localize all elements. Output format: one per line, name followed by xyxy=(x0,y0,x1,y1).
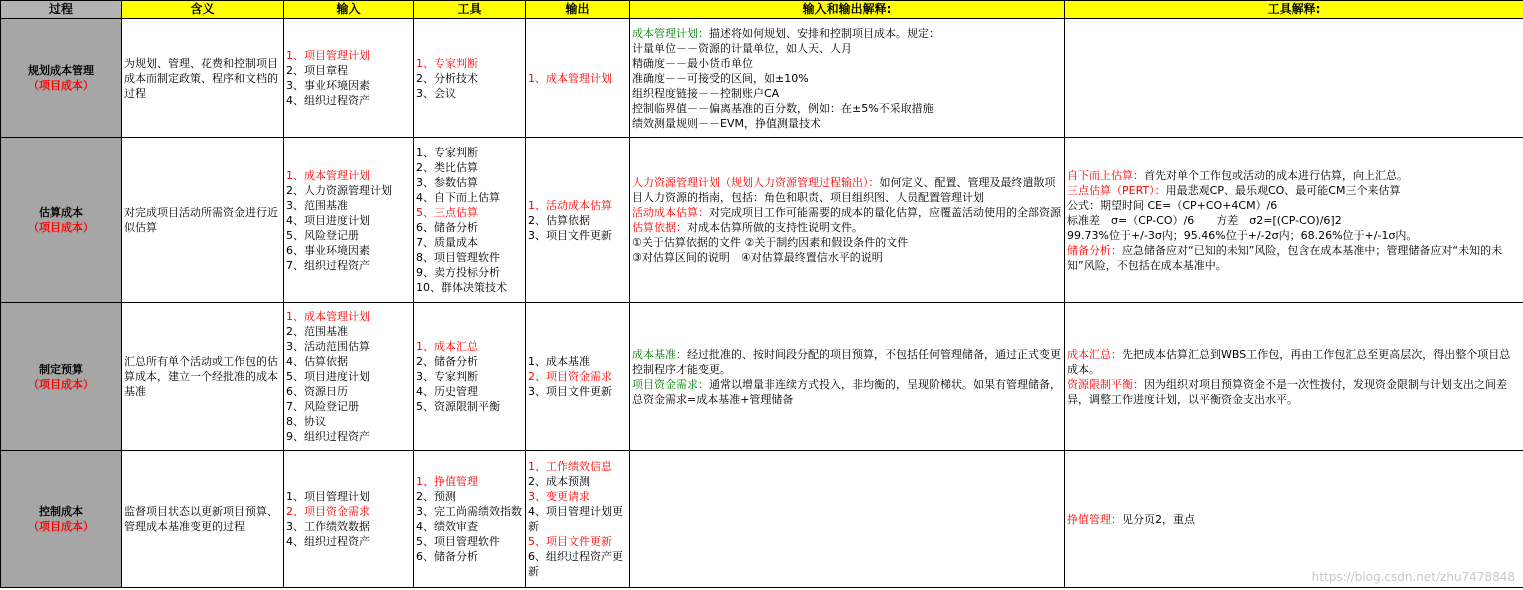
output-cell xyxy=(526,451,630,588)
tool-item: 1、专家判断 xyxy=(416,56,478,70)
io-explain-line xyxy=(632,175,1062,205)
tool-explain-line xyxy=(1067,183,1521,198)
input-item: 2、范围基准 xyxy=(286,325,348,338)
meaning-cell xyxy=(122,19,284,138)
input-item: 2、项目资金需求 xyxy=(286,505,370,518)
input-item: 2、项目章程 xyxy=(286,64,348,77)
explain-segment: 如何定义、配置、管理及最终遣散项目人力资源的指南，包括：角色和职责、项目组织图、人员配置管理计划 xyxy=(632,176,1056,204)
table-row xyxy=(1,19,1523,138)
header-output: 输出 xyxy=(526,1,630,19)
input-item: 1、项目管理计划 xyxy=(286,490,370,503)
explain-segment: 标准差 σ=（CP-CO）/6 方差 σ2=[(CP-CO)/6]2 xyxy=(1067,213,1342,227)
tool-item: 2、分析技术 xyxy=(416,71,478,85)
input-item: 6、事业环境因素 xyxy=(286,243,370,257)
io-explain-line xyxy=(632,220,1062,235)
input-item: 4、组织过程资产 xyxy=(286,535,370,548)
watermark: https://blog.csdn.net/zhu7478848 xyxy=(1311,570,1515,584)
io-explain-cell xyxy=(630,451,1065,588)
input-item: 4、组织过程资产 xyxy=(286,94,370,107)
tool-item: 6、储备分析 xyxy=(416,221,478,234)
explain-segment: 公式：期望时间 CE=（CP+CO+4CM）/6 xyxy=(1067,198,1278,212)
tool-explain-cell xyxy=(1065,138,1523,303)
input-item: 3、工作绩效数据 xyxy=(286,520,370,533)
explain-segment: 准确度－－可接受的区间，如±10% xyxy=(632,71,809,85)
io-explain-line xyxy=(632,41,1062,56)
io-explain-line xyxy=(632,86,1062,101)
io-explain-line xyxy=(632,205,1062,220)
input-item: 2、人力资源管理计划 xyxy=(286,183,392,197)
tool-explain-line xyxy=(1067,228,1521,243)
explain-segment: 计量单位－－资源的计量单位，如人天、人月 xyxy=(632,41,852,55)
explain-segment: 组织程度链接－－控制账户CA xyxy=(632,86,780,100)
tool-item: 5、资源限制平衡 xyxy=(416,400,500,413)
explain-segment: 经过批准的、按时间段分配的项目预算，不包括任何管理储备，通过正式变更控制程序才能变更。 xyxy=(632,347,1061,376)
process-cell xyxy=(1,451,122,588)
tool-explain-cell xyxy=(1065,19,1523,138)
process-cell xyxy=(1,138,122,303)
explain-segment: 描述将如何规划、安排和控制项目成本。规定： xyxy=(709,26,940,40)
tool-item: 5、项目管理软件 xyxy=(416,535,500,548)
tool-item: 1、专家判断 xyxy=(416,146,478,159)
output-item: 3、变更请求 xyxy=(528,490,590,503)
io-explain-line xyxy=(632,71,1062,86)
process-subtitle: （项目成本） xyxy=(28,221,94,234)
output-item: 3、项目文件更新 xyxy=(528,228,612,242)
output-item: 1、工作绩效信息 xyxy=(528,460,612,473)
input-cell xyxy=(284,303,414,451)
input-cell xyxy=(284,138,414,303)
header-process: 过程 xyxy=(1,1,122,19)
output-cell xyxy=(526,19,630,138)
tool-item: 4、历史管理 xyxy=(416,385,478,398)
tool-cell xyxy=(414,138,526,303)
explain-segment: 人力资源管理计划（规划人力资源管理过程输出）： xyxy=(632,176,880,189)
meaning-text: 对完成项目活动所需资金进行近似估算 xyxy=(124,206,278,234)
process-name: 规划成本管理 xyxy=(28,64,94,77)
header-row xyxy=(1,1,1523,19)
explain-segment: 成本管理计划： xyxy=(632,26,709,40)
tool-item: 9、卖方投标分析 xyxy=(416,266,500,279)
tool-item: 5、三点估算 xyxy=(416,206,478,219)
io-explain-line xyxy=(632,56,1062,71)
explain-segment: 成本基准： xyxy=(632,347,687,361)
header-meaning: 含义 xyxy=(122,1,284,19)
process-name: 估算成本 xyxy=(39,206,83,219)
process-name: 控制成本 xyxy=(39,505,83,518)
header-io-explain: 输入和输出解释: xyxy=(630,1,1065,19)
table-row xyxy=(1,138,1523,303)
process-subtitle: （项目成本） xyxy=(28,520,94,533)
tool-item: 2、预测 xyxy=(416,490,456,503)
meaning-cell xyxy=(122,303,284,451)
io-explain-line xyxy=(632,116,1062,131)
meaning-text: 为规划、管理、花费和控制项目成本而制定政策、程序和文档的过程 xyxy=(124,56,278,100)
explain-segment: 控制临界值－－偏离基准的百分数，例如：在±5%不采取措施 xyxy=(632,101,934,115)
input-item: 5、项目进度计划 xyxy=(286,370,370,383)
tool-cell xyxy=(414,451,526,588)
explain-segment: 对成本估算所做的支持性说明文件。 xyxy=(687,221,863,234)
meaning-cell xyxy=(122,138,284,303)
input-item: 1、成本管理计划 xyxy=(286,310,370,323)
io-explain-line xyxy=(632,347,1062,377)
explain-segment: 用最悲观CP、最乐观CO、最可能CM三个来估算 xyxy=(1165,183,1401,197)
input-item: 1、项目管理计划 xyxy=(286,49,370,62)
tool-cell xyxy=(414,303,526,451)
tool-item: 3、参数估算 xyxy=(416,176,478,189)
io-explain-line xyxy=(632,101,1062,116)
io-explain-cell xyxy=(630,138,1065,303)
explain-segment: 项目资金需求： xyxy=(632,377,709,391)
process-subtitle: （项目成本） xyxy=(28,377,94,391)
header-tool: 工具 xyxy=(414,1,526,19)
explain-segment: 通常以增量非连续方式投入，非均衡的，呈现阶梯状。如果有管理储备，总资金需求=成本基准+管理储备 xyxy=(632,377,1061,406)
tool-explain-line xyxy=(1067,512,1521,527)
input-item: 1、成本管理计划 xyxy=(286,168,370,182)
explain-segment: 精确度－－最小货币单位 xyxy=(632,56,753,70)
header-tool-explain: 工具解释: xyxy=(1065,1,1523,19)
explain-segment: 成本汇总： xyxy=(1067,347,1122,361)
tool-item: 3、会议 xyxy=(416,86,456,100)
explain-segment: 绩效测量规则－－EVM，挣值测量技术 xyxy=(632,116,821,130)
tool-item: 3、完工尚需绩效指数 xyxy=(416,505,522,518)
tool-explain-line xyxy=(1067,168,1521,183)
input-cell xyxy=(284,19,414,138)
output-item: 2、项目资金需求 xyxy=(528,370,612,383)
explain-segment: 估算依据： xyxy=(632,221,687,234)
table-row xyxy=(1,303,1523,451)
explain-segment: 储备分析： xyxy=(1067,243,1122,257)
input-item: 7、组织过程资产 xyxy=(286,258,370,272)
input-item: 4、项目进度计划 xyxy=(286,213,370,227)
output-cell xyxy=(526,303,630,451)
tool-item: 2、储备分析 xyxy=(416,355,478,368)
tool-explain-line xyxy=(1067,198,1521,213)
input-item: 3、范围基准 xyxy=(286,198,348,212)
output-item: 4、项目管理计划更新 xyxy=(528,505,623,533)
input-item: 8、协议 xyxy=(286,415,326,428)
tool-item: 8、项目管理软件 xyxy=(416,251,500,264)
output-item: 1、活动成本估算 xyxy=(528,198,612,212)
explain-segment: 见分页2，重点 xyxy=(1122,512,1195,526)
tool-item: 7、质量成本 xyxy=(416,236,478,249)
table-row xyxy=(1,451,1523,588)
tool-explain-cell xyxy=(1065,451,1523,588)
output-item: 1、成本基准 xyxy=(528,355,590,368)
input-item: 3、活动范围估算 xyxy=(286,340,370,353)
explain-segment: 对完成项目工作可能需要的成本的量化估算，应覆盖活动使用的全部资源 xyxy=(709,206,1061,219)
tool-explain-cell xyxy=(1065,303,1523,451)
explain-segment: ①关于估算依据的文件 ②关于制约因素和假设条件的文件 xyxy=(632,236,909,249)
input-item: 4、估算依据 xyxy=(286,355,348,368)
output-item: 2、估算依据 xyxy=(528,213,590,227)
meaning-text: 汇总所有单个活动或工作包的估算成本，建立一个经批准的成本基准 xyxy=(124,355,278,398)
output-item: 2、成本预测 xyxy=(528,475,590,488)
output-item: 3、项目文件更新 xyxy=(528,385,612,398)
output-cell xyxy=(526,138,630,303)
tool-explain-line xyxy=(1067,347,1521,377)
tool-item: 4、自下而上估算 xyxy=(416,191,500,204)
explain-segment: ③对估算区间的说明 ④对估算最终置信水平的说明 xyxy=(632,251,883,264)
output-item: 1、成本管理计划 xyxy=(528,71,612,85)
io-explain-line xyxy=(632,250,1062,265)
input-item: 6、资源日历 xyxy=(286,385,348,398)
process-name: 制定预算 xyxy=(39,362,83,376)
tool-item: 4、绩效审查 xyxy=(416,520,478,533)
explain-segment: 先把成本估算汇总到WBS工作包，再由工作包汇总至更高层次，得出整个项目总成本。 xyxy=(1067,347,1511,376)
io-explain-cell xyxy=(630,19,1065,138)
tool-item: 6、储备分析 xyxy=(416,550,478,563)
input-item: 7、风险登记册 xyxy=(286,400,359,413)
explain-segment: 应急储备应对“已知的未知”风险，包含在成本基准中；管理储备应对“未知的未知”风险，不包括在成本基准中。 xyxy=(1067,243,1503,272)
meaning-cell xyxy=(122,451,284,588)
process-cell xyxy=(1,303,122,451)
io-explain-line xyxy=(632,26,1062,41)
explain-segment: 首先对单个工作包或活动的成本进行估算，向上汇总。 xyxy=(1144,168,1408,182)
explain-segment: 99.73%位于+/-3σ内；95.46%位于+/-2σ内；68.26%位于+/-1σ内。 xyxy=(1067,228,1418,242)
process-subtitle: （项目成本） xyxy=(28,79,94,92)
io-explain-line xyxy=(632,377,1062,407)
tool-cell xyxy=(414,19,526,138)
explain-segment: 因为组织对项目预算资金不是一次性拨付，发现资金限制与计划支出之间差异，调整工作进度计划，以平衡资金支出水平。 xyxy=(1067,377,1507,406)
explain-segment: 资源限制平衡： xyxy=(1067,377,1144,391)
explain-segment: 挣值管理： xyxy=(1067,512,1122,526)
tool-item: 1、成本汇总 xyxy=(416,340,478,353)
process-cell xyxy=(1,19,122,138)
tool-explain-line xyxy=(1067,377,1521,407)
explain-segment: 自下而上估算： xyxy=(1067,168,1144,182)
header-input: 输入 xyxy=(284,1,414,19)
explain-segment: 活动成本估算： xyxy=(632,206,709,219)
io-explain-cell xyxy=(630,303,1065,451)
tool-item: 3、专家判断 xyxy=(416,370,478,383)
meaning-text: 监督项目状态以更新项目预算、管理成本基准变更的过程 xyxy=(124,505,278,533)
tool-explain-line xyxy=(1067,213,1521,228)
io-explain-line xyxy=(632,235,1062,250)
tool-explain-line xyxy=(1067,243,1521,273)
tool-item: 2、类比估算 xyxy=(416,161,478,174)
explain-segment: 三点估算（PERT）： xyxy=(1067,183,1166,197)
tool-item: 1、挣值管理 xyxy=(416,475,478,488)
input-cell xyxy=(284,451,414,588)
output-item: 6、组织过程资产更新 xyxy=(528,550,623,578)
input-item: 3、事业环境因素 xyxy=(286,79,370,92)
input-item: 9、组织过程资产 xyxy=(286,430,370,443)
input-item: 5、风险登记册 xyxy=(286,228,359,242)
output-item: 5、项目文件更新 xyxy=(528,535,612,548)
tool-item: 10、群体决策技术 xyxy=(416,281,507,294)
